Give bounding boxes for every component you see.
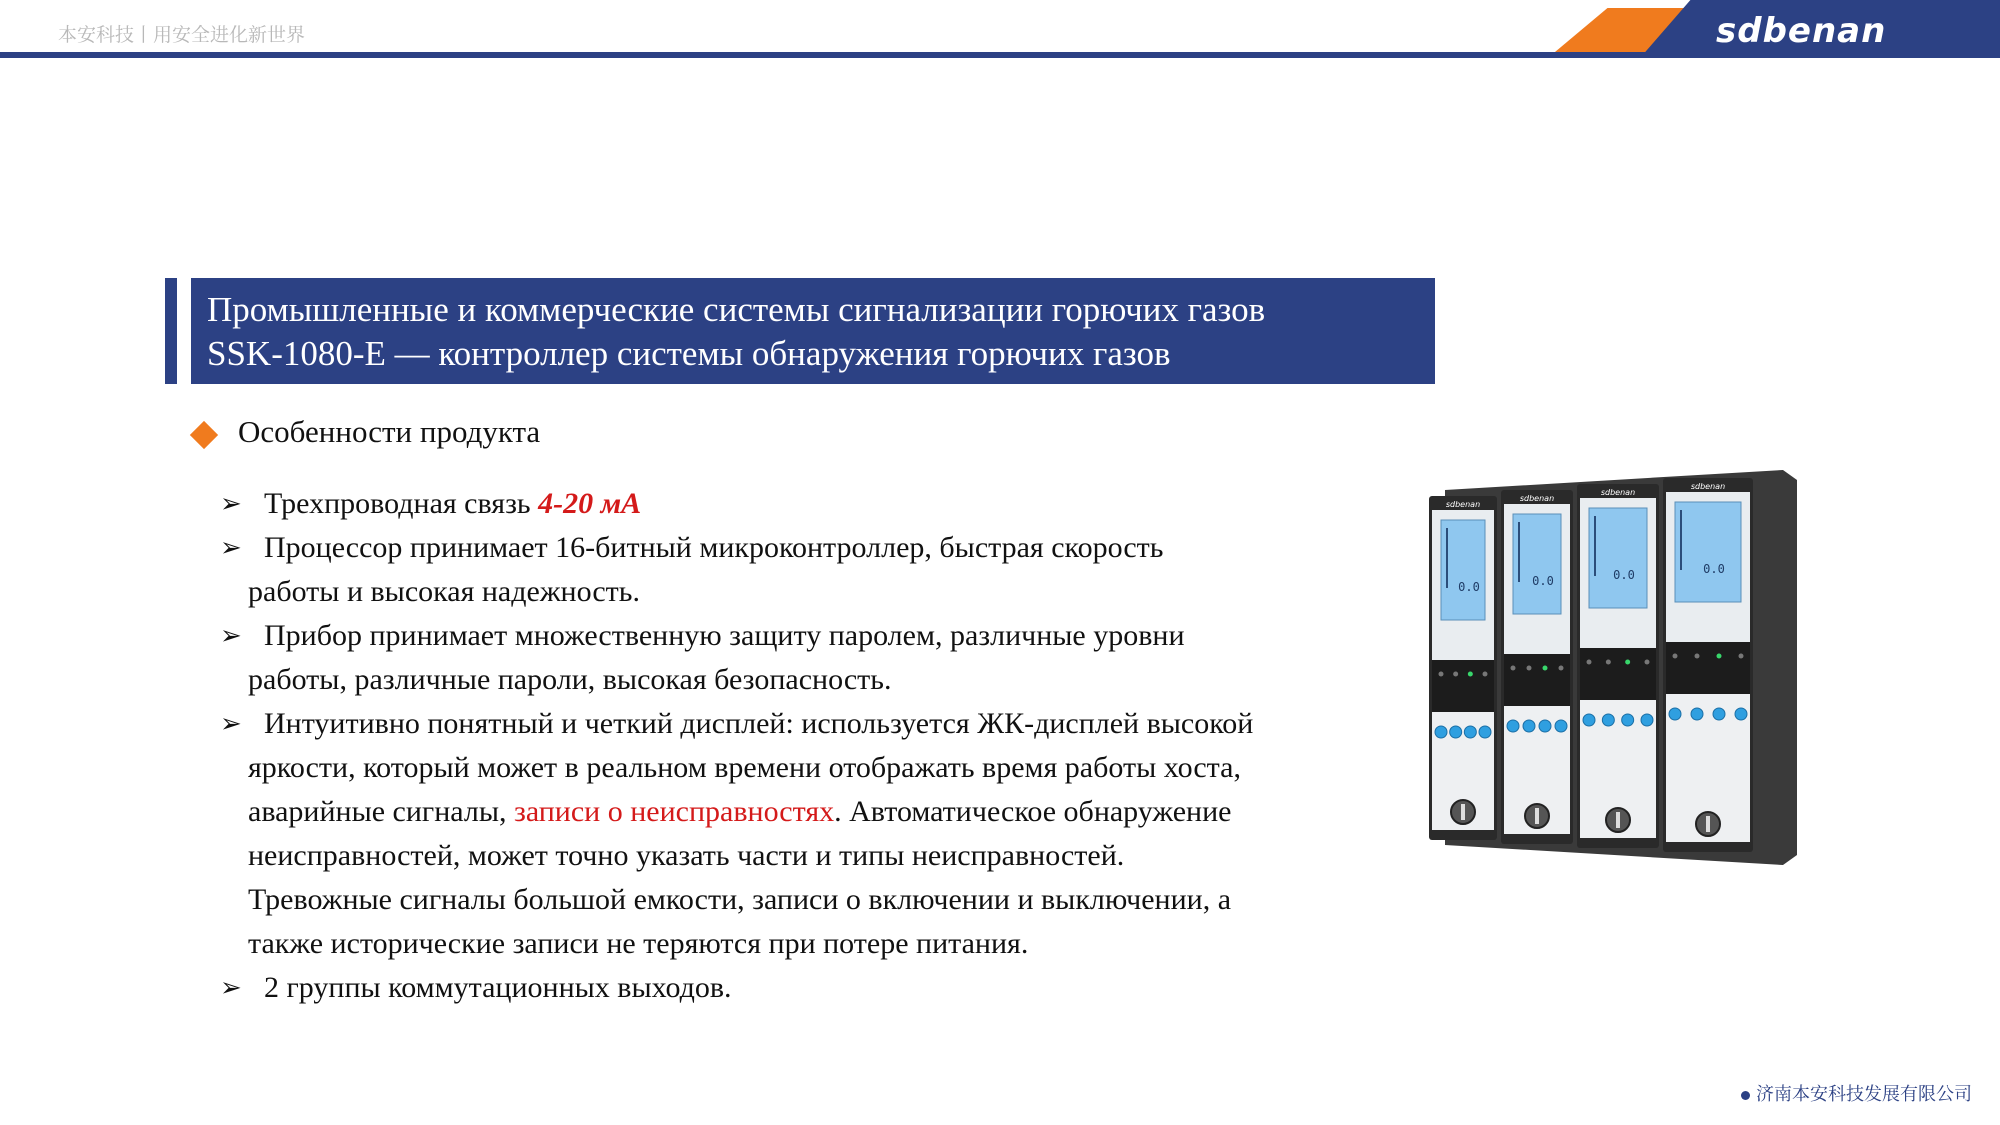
feature-text [248, 487, 641, 520]
footer-dot-icon [1741, 1091, 1750, 1100]
feature-1-text: Трехпроводная связь [264, 487, 539, 520]
lcd-reading: 0.0 [1703, 562, 1725, 576]
module-indicator-strip [1432, 660, 1494, 712]
feature-4-line-3-before: аварийные сигналы, [248, 795, 514, 828]
module-indicator-strip [1580, 648, 1656, 700]
gas-controller-illustration [1425, 470, 1803, 865]
feature-2-line-1: Процессор принимает 16-битный микроконтроллер, быстрая скорость [264, 531, 1164, 564]
footer-company-name: 济南本安科技发展有限公司 [1756, 1084, 1972, 1105]
indicator-led [1453, 672, 1458, 677]
indicator-led [1439, 672, 1444, 677]
lcd-reading: 0.0 [1458, 580, 1480, 594]
brand-logo [1712, 8, 1912, 52]
feature-item [220, 966, 1380, 1010]
control-button [1523, 720, 1535, 732]
control-button [1641, 714, 1653, 726]
header-tagline: 本安科技丨用安全进化新世界 [58, 24, 306, 46]
control-button [1602, 714, 1614, 726]
feature-4-line-3 [248, 790, 1380, 834]
feature-4-line-3-after: . Автоматическое обнаружение [834, 795, 1232, 828]
control-button [1691, 708, 1703, 720]
feature-4-line-4: неисправностей, может точно указать части и типы неисправностей. [248, 839, 1125, 872]
diamond-bullet-icon [190, 421, 218, 449]
svg-text:sdbenan: sdbenan [1716, 11, 1887, 51]
arrow-bullet-icon: ➢ [220, 973, 242, 1003]
control-button [1479, 726, 1491, 738]
control-button [1622, 714, 1634, 726]
key-slot [1706, 816, 1710, 832]
lcd-reading: 0.0 [1613, 568, 1635, 582]
indicator-led [1468, 672, 1473, 677]
feature-4-line-1: Интуитивно понятный и четкий дисплей: используется ЖК-дисплей высокой [264, 707, 1254, 740]
indicator-led [1606, 660, 1611, 665]
header-divider [0, 52, 2000, 58]
indicator-led [1717, 654, 1722, 659]
brand-logo-art [1712, 8, 1912, 52]
indicator-led [1559, 666, 1564, 671]
indicator-led [1739, 654, 1744, 659]
feature-item [220, 526, 1380, 614]
indicator-led [1483, 672, 1488, 677]
module-brand-label: sdbenan [1445, 500, 1481, 509]
module-lcd-display [1513, 514, 1561, 614]
control-button [1583, 714, 1595, 726]
feature-1-highlight: 4-20 мА [538, 487, 642, 520]
title-line-2: SSK-1080-E — контроллер системы обнаружения горючих газов [207, 334, 1171, 373]
indicator-led [1695, 654, 1700, 659]
key-slot [1535, 808, 1539, 824]
control-button [1435, 726, 1447, 738]
key-slot [1616, 812, 1620, 828]
feature-3-line-1: Прибор принимает множественную защиту паролем, различные уровни [264, 619, 1185, 652]
title-line-1: Промышленные и коммерческие системы сигнализации горючих газов [207, 290, 1266, 329]
module-brand-label: sdbenan [1600, 488, 1636, 497]
arrow-bullet-icon: ➢ [220, 621, 242, 651]
control-button [1450, 726, 1462, 738]
feature-item [220, 614, 1380, 702]
title-accent-bar [165, 278, 177, 384]
module-lcd-display [1589, 508, 1647, 608]
indicator-led [1673, 654, 1678, 659]
module-indicator-strip [1666, 642, 1750, 694]
feature-4-line-5: Тревожные сигналы большой емкости, записи о включении и выключении, а [248, 883, 1232, 916]
control-button [1507, 720, 1519, 732]
control-button [1555, 720, 1567, 732]
feature-item [220, 482, 1380, 526]
indicator-led [1511, 666, 1516, 671]
feature-list [220, 482, 1380, 1010]
feature-2-line-2: работы и высокая надежность. [248, 575, 640, 608]
section-heading: Особенности продукта [238, 414, 541, 449]
control-button [1735, 708, 1747, 720]
control-button [1464, 726, 1476, 738]
feature-4-line-2: яркости, который может в реальном времени отображать время работы хоста, [248, 751, 1241, 784]
arrow-bullet-icon: ➢ [220, 489, 242, 519]
title-banner [191, 278, 1435, 384]
arrow-bullet-icon: ➢ [220, 533, 242, 563]
product-image [1425, 470, 1803, 865]
key-slot [1461, 804, 1465, 820]
module-brand-label: sdbenan [1690, 482, 1726, 491]
indicator-led [1587, 660, 1592, 665]
feature-item [220, 702, 1380, 966]
indicator-led [1543, 666, 1548, 671]
arrow-bullet-icon: ➢ [220, 709, 242, 739]
indicator-led [1527, 666, 1532, 671]
controller-module [1663, 478, 1753, 852]
indicator-led [1645, 660, 1650, 665]
feature-4-line-6: также исторические записи не теряются при потере питания. [248, 927, 1029, 960]
module-lcd-display [1675, 502, 1741, 602]
controller-module [1429, 496, 1497, 840]
feature-5-text: 2 группы коммутационных выходов. [264, 971, 732, 1004]
feature-4-highlight: записи о неисправностях [513, 795, 835, 828]
controller-modules [1429, 478, 1753, 852]
footer-company [1741, 1080, 1972, 1106]
control-button [1713, 708, 1725, 720]
controller-module [1501, 490, 1573, 844]
module-indicator-strip [1504, 654, 1570, 706]
control-button [1669, 708, 1681, 720]
module-brand-label: sdbenan [1519, 494, 1555, 503]
lcd-reading: 0.0 [1532, 574, 1554, 588]
indicator-led [1625, 660, 1630, 665]
control-button [1539, 720, 1551, 732]
feature-3-line-2: работы, различные пароли, высокая безопасность. [248, 663, 892, 696]
controller-module [1577, 484, 1659, 848]
